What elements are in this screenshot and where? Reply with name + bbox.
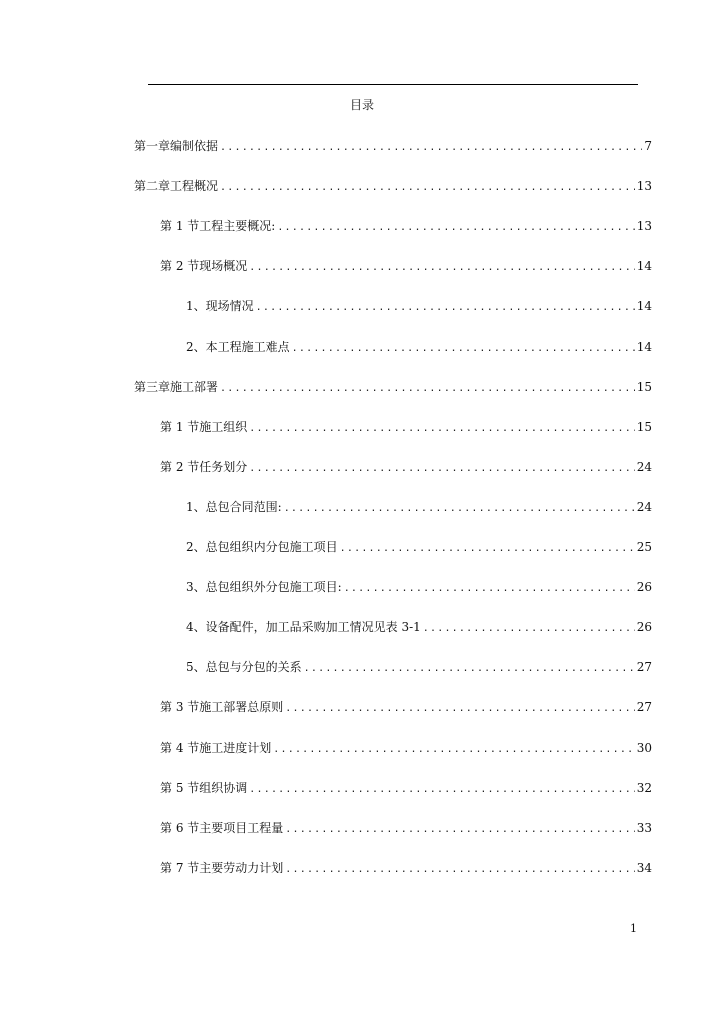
toc-entry-page: 30 xyxy=(636,741,652,755)
toc-leader-dots xyxy=(220,381,635,397)
toc-entry-text: 工程主要概况: xyxy=(199,219,276,233)
toc-entry-number: 第二章 xyxy=(134,179,171,193)
toc-leader-dots xyxy=(249,421,634,437)
toc-leader-dots xyxy=(220,140,642,156)
toc-entry-page: 14 xyxy=(636,299,652,313)
toc-entry-text: 现场情况 xyxy=(205,299,254,313)
toc-entry[interactable] xyxy=(134,178,652,194)
toc-entry-text: 总包与分包的关系 xyxy=(205,660,302,674)
toc-entry-number: 第 2 节 xyxy=(160,259,200,273)
toc-leader-dots xyxy=(344,581,635,597)
toc-entry-number: 第 7 节 xyxy=(160,861,200,875)
toc-entry-number: 第 1 节 xyxy=(160,219,200,233)
toc-entry-text: 施工部署 xyxy=(170,380,219,394)
toc-entry[interactable] xyxy=(186,579,652,595)
toc-entry-number: 第 6 节 xyxy=(160,821,200,835)
toc-entry-number: 4、 xyxy=(186,620,206,634)
toc-entry[interactable] xyxy=(160,860,652,876)
toc-leader-dots xyxy=(256,300,635,316)
toc-leader-dots xyxy=(220,180,635,196)
toc-entry[interactable] xyxy=(134,379,652,395)
toc-leader-dots xyxy=(273,742,634,758)
toc-entry[interactable] xyxy=(134,138,652,154)
page-number: 1 xyxy=(630,922,637,935)
toc-leader-dots xyxy=(285,822,634,838)
toc-entry-text: 总包合同范围: xyxy=(205,500,282,514)
toc-entry-text: 总包组织外分包施工项目: xyxy=(205,580,342,594)
toc-entry-page: 7 xyxy=(644,139,652,153)
toc-leader-dots xyxy=(249,461,634,477)
toc-entry-page: 27 xyxy=(636,700,652,714)
toc-entry-number: 第 1 节 xyxy=(160,420,200,434)
toc-entry-page: 24 xyxy=(636,460,652,474)
toc-leader-dots xyxy=(292,341,635,357)
toc-entry-text: 组织协调 xyxy=(199,781,248,795)
toc-leader-dots xyxy=(284,501,635,517)
toc-leader-dots xyxy=(304,661,635,677)
toc-entry-text: 施工进度计划 xyxy=(199,741,272,755)
toc-entry[interactable] xyxy=(160,258,652,274)
toc-entry-number: 1、 xyxy=(186,299,206,313)
toc-leader-dots xyxy=(249,260,634,276)
toc-entry-page: 27 xyxy=(636,660,652,674)
toc-entry-text: 设备配件，加工品采购加工情况见表 3-1 xyxy=(205,620,421,634)
toc-entry[interactable] xyxy=(160,820,652,836)
toc-entry-page: 26 xyxy=(636,580,652,594)
toc-entry-page: 25 xyxy=(636,540,652,554)
toc-entry[interactable] xyxy=(160,419,652,435)
toc-entry-page: 33 xyxy=(636,821,652,835)
toc-entry-number: 2、 xyxy=(186,540,206,554)
toc-entry-number: 第 4 节 xyxy=(160,741,200,755)
toc-entry-page: 32 xyxy=(636,781,652,795)
toc-entry-text: 任务划分 xyxy=(199,460,248,474)
toc-entry-number: 3、 xyxy=(186,580,206,594)
toc-leader-dots xyxy=(285,862,634,878)
toc-entry[interactable] xyxy=(160,218,652,234)
toc-entry[interactable] xyxy=(186,659,652,675)
toc-entry-number: 第 5 节 xyxy=(160,781,200,795)
toc-entry-page: 14 xyxy=(636,340,652,354)
toc-entry-number: 2、 xyxy=(186,340,206,354)
toc-leader-dots xyxy=(277,220,634,236)
toc-entry[interactable] xyxy=(160,780,652,796)
toc-entry-number: 第 3 节 xyxy=(160,700,200,714)
toc-entry-page: 15 xyxy=(636,420,652,434)
toc-leader-dots xyxy=(340,541,635,557)
toc-entry-number: 1、 xyxy=(186,500,206,514)
toc-entry-text: 工程概况 xyxy=(170,179,219,193)
toc-leader-dots xyxy=(423,621,635,637)
toc-entry-page: 26 xyxy=(636,620,652,634)
header-rule xyxy=(148,84,638,85)
toc-leader-dots xyxy=(285,701,634,717)
toc-entry[interactable] xyxy=(186,499,652,515)
toc-entry[interactable] xyxy=(186,619,652,635)
toc-title: 目录 xyxy=(349,98,374,112)
toc-entry-number: 5、 xyxy=(186,660,206,674)
toc-entry-page: 13 xyxy=(636,179,652,193)
toc-entry[interactable] xyxy=(186,339,652,355)
toc-entry-page: 24 xyxy=(636,500,652,514)
toc-entry-text: 施工组织 xyxy=(199,420,248,434)
toc-entry-text: 主要项目工程量 xyxy=(199,821,284,835)
toc-entry-number: 第一章 xyxy=(134,139,171,153)
toc-entry-text: 本工程施工难点 xyxy=(205,340,290,354)
toc-entry-page: 15 xyxy=(636,380,652,394)
toc-entry-page: 13 xyxy=(636,219,652,233)
toc-entry-text: 总包组织内分包施工项目 xyxy=(205,540,338,554)
toc-entry-number: 第三章 xyxy=(134,380,171,394)
toc-entry-number: 第 2 节 xyxy=(160,460,200,474)
toc-entry[interactable] xyxy=(160,699,652,715)
toc-leader-dots xyxy=(249,782,634,798)
toc-entry-page: 34 xyxy=(636,861,652,875)
toc-entry[interactable] xyxy=(160,459,652,475)
toc-entry-text: 现场概况 xyxy=(199,259,248,273)
toc-entry[interactable] xyxy=(160,740,652,756)
toc-entry-page: 14 xyxy=(636,259,652,273)
toc-entry-text: 主要劳动力计划 xyxy=(199,861,284,875)
toc-entry[interactable] xyxy=(186,298,652,314)
toc-entry-text: 编制依据 xyxy=(170,139,219,153)
toc-entry[interactable] xyxy=(186,539,652,555)
toc-entry-text: 施工部署总原则 xyxy=(199,700,284,714)
